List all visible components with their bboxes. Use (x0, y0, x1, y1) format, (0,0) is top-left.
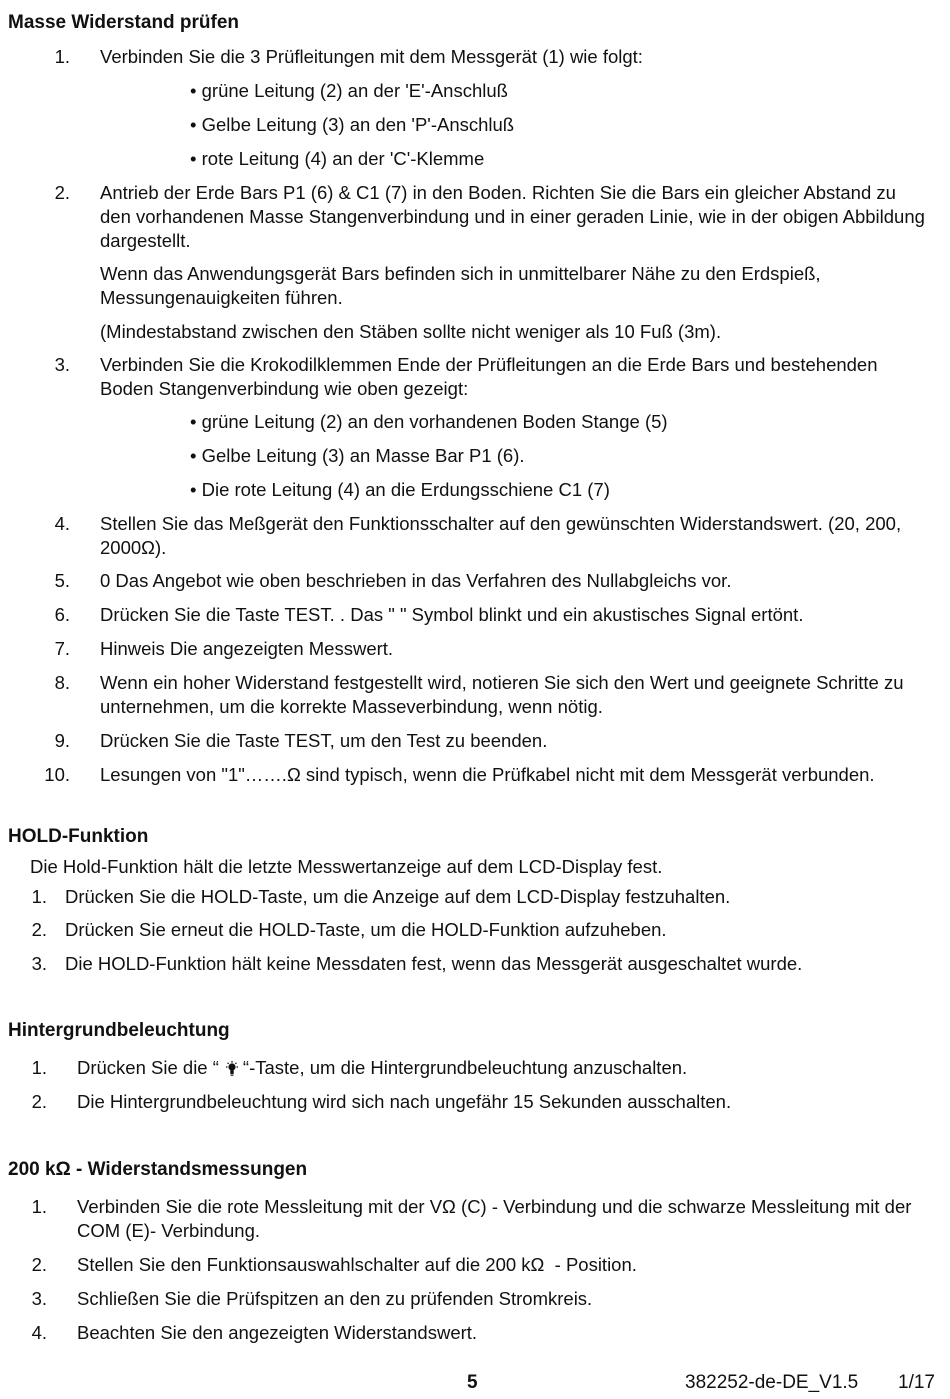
item-number: 6. (54, 604, 70, 625)
item-number: 9. (54, 730, 70, 751)
item-number: 7. (54, 638, 70, 659)
list-item-text: Lesungen von "1"…….Ω sind typisch, wenn die Prüfkabel nicht mit dem Messgerät verbunden. (100, 764, 875, 785)
paragraph: Die Hold-Funktion hält die letzte Messwertanzeige auf dem LCD-Display fest. (30, 856, 663, 877)
bullet-item: • Gelbe Leitung (3) an Masse Bar P1 (6). (190, 445, 525, 466)
item-number: 2. (31, 1091, 47, 1112)
text-prefix: Drücken Sie die “ (77, 1057, 219, 1078)
item-number: 3. (31, 1288, 47, 1309)
section-title-backlight: Hintergrundbeleuchtung (8, 1020, 230, 1041)
item-number: 2. (31, 919, 47, 940)
list-item-text: Schließen Sie die Prüfspitzen an den zu prüfenden Stromkreis. (77, 1288, 593, 1309)
item-number: 2. (54, 182, 70, 203)
page-number: 5 (467, 1372, 478, 1393)
list-item-text: Hinweis Die angezeigten Messwert. (100, 638, 394, 659)
list-item-text: Beachten Sie den angezeigten Widerstandswert. (77, 1322, 478, 1343)
list-item-text: Drücken Sie die Taste TEST, um den Test zu beenden. (100, 730, 548, 751)
item-number: 5. (54, 570, 70, 591)
section-title-earth: Masse Widerstand prüfen (8, 12, 240, 33)
bullet-item: • Gelbe Leitung (3) an den 'P'-Anschluß (190, 114, 515, 135)
list-item-text: Drücken Sie die Taste TEST. . Das " " Symbol blinkt und ein akustisches Signal ertönt. (100, 604, 804, 625)
item-number: 3. (54, 354, 70, 375)
paragraph: Wenn das Anwendungsgerät Bars befinden sich in unmittelbarer Nähe zu den Erdspieß, Messungenauigkeiten führen. (100, 263, 821, 308)
bullet-item: • rote Leitung (4) an der 'C'-Klemme (190, 148, 485, 169)
item-number: 1. (31, 1196, 47, 1217)
item-number: 4. (54, 513, 70, 534)
list-item-text: Drücken Sie die HOLD-Taste, um die Anzeige auf dem LCD-Display festzuhalten. (65, 886, 731, 907)
paragraph: (Mindestabstand zwischen den Stäben sollte nicht weniger als 10 Fuß (3m). (100, 321, 722, 342)
page-count: 1/17 (898, 1372, 935, 1393)
list-item-text: Verbinden Sie die 3 Prüfleitungen mit dem Messgerät (1) wie folgt: (100, 46, 643, 67)
item-number: 2. (31, 1254, 47, 1275)
list-item-text: Verbinden Sie die Krokodilklemmen Ende der Prüfleitungen an die Erde Bars und bestehenden Boden Stangenverbindung wie oben gezeigt: (100, 354, 878, 399)
list-item-text: Antrieb der Erde Bars P1 (6) & C1 (7) in den Boden. Richten Sie die Bars ein gleicher Abstand zu den vorhandenen Masse Stangenverbindung und in einer geraden Linie, wie in der obigen Abbildung dargestellt. (100, 182, 925, 251)
item-number: 4. (31, 1322, 47, 1343)
section-title-resistance: 200 kΩ - Widerstandsmessungen (8, 1159, 308, 1180)
item-number: 8. (54, 672, 70, 693)
item-number: 1. (31, 1057, 47, 1078)
bullet-item: • grüne Leitung (2) an den vorhandenen Boden Stange (5) (190, 411, 668, 432)
bullet-item: • grüne Leitung (2) an der 'E'-Anschluß (190, 80, 508, 101)
bullet-item: • Die rote Leitung (4) an die Erdungsschiene C1 (7) (190, 479, 610, 500)
list-item-text: Die HOLD-Funktion hält keine Messdaten fest, wenn das Messgerät ausgeschaltet wurde. (65, 953, 803, 974)
item-number: 3. (31, 953, 47, 974)
item-number: 1. (54, 46, 70, 67)
list-item-text: Stellen Sie das Meßgerät den Funktionsschalter auf den gewünschten Widerstandswert. (20, 200, 2000Ω). (100, 513, 902, 558)
list-item-text: Wenn ein hoher Widerstand festgestellt wird, notieren Sie sich den Wert und geeignete Schritte zu unternehmen, um die korrekte Masseverbindung, wenn nötig. (100, 672, 904, 717)
list-item-text: Verbinden Sie die rote Messleitung mit der VΩ (C) - Verbindung und die schwarze Messleitung mit der COM (E)- Verbindung. (77, 1196, 912, 1241)
text-suffix: “-Taste, um die Hintergrundbeleuchtung anzuschalten. (242, 1057, 688, 1078)
list-item-text: Drücken Sie erneut die HOLD-Taste, um die HOLD-Funktion aufzuheben. (65, 919, 667, 940)
document-id: 382252-de-DE_V1.5 (685, 1372, 859, 1393)
list-item-text: Stellen Sie den Funktionsauswahlschalter auf die 200 kΩ - Position. (77, 1254, 637, 1275)
item-number: 10. (44, 764, 70, 785)
backlight-bulb-icon (225, 1061, 237, 1075)
list-item-text: 0 Das Angebot wie oben beschrieben in das Verfahren des Nullabgleichs vor. (100, 570, 732, 591)
section-title-hold: HOLD-Funktion (8, 826, 149, 847)
list-item-text (77, 1057, 687, 1079)
list-item-text: Die Hintergrundbeleuchtung wird sich nach ungefähr 15 Sekunden ausschalten. (77, 1091, 732, 1112)
item-number: 1. (31, 886, 47, 907)
